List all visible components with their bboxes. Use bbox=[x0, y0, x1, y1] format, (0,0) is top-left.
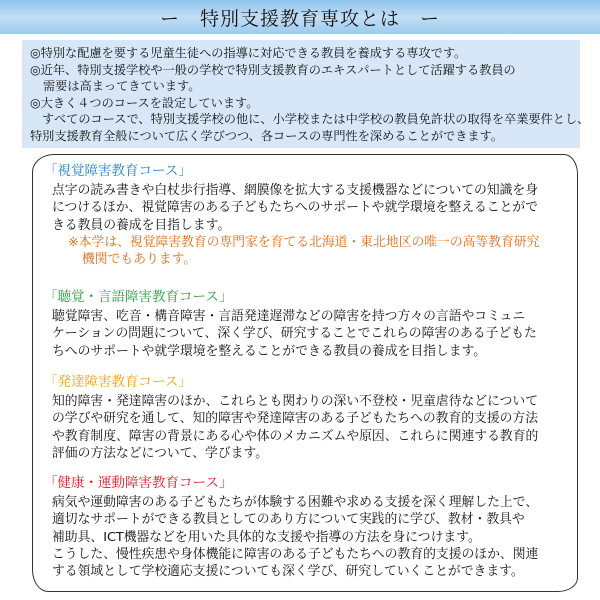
course-heading: 「健康・運動障害教育コース」 bbox=[44, 475, 233, 491]
course-heading: 「発達障害教育コース」 bbox=[44, 374, 192, 390]
intro-line: ◎特別な配慮を要する児童生徒への指導に対応できる教員を養成する専攻です。 bbox=[30, 46, 467, 60]
title-bar bbox=[0, 0, 600, 34]
course-text: 補助具、ICT機器などを用いた具体的な支援や指導の方法を身につけます。 bbox=[52, 529, 481, 545]
course-visual bbox=[44, 163, 539, 268]
course-heading: 「視覚障害教育コース」 bbox=[44, 163, 192, 179]
course-text: ケーションの問題について、深く学び、研究することでこれらの障害のある子どもた bbox=[52, 326, 537, 342]
intro-line: ◎近年、特別支援学校や一般の学校で特別支援教育のエキスパートとして活躍する教員の bbox=[30, 62, 516, 77]
course-text: ちへのサポートや就学環境を整えることができる教員の養成を目指します。 bbox=[52, 343, 487, 359]
course-note: 機関でもあります。 bbox=[82, 252, 197, 268]
page-title: ー 特別支援教育専攻とは ー bbox=[159, 7, 440, 30]
course-hearing bbox=[44, 289, 537, 360]
course-text: きる教員の養成を目指します。 bbox=[52, 217, 231, 233]
course-text: 知的障害・発達障害のほか、これらとも関わりの深い不登校・児童虐待などについて bbox=[52, 394, 539, 410]
course-text: につけるほか、視覚障害のある子どもたちへのサポートや就学環境を整えることがで bbox=[52, 200, 539, 216]
course-text: 適切なサポートができる教員としてのあり方について実践的に学び、教材・教具や bbox=[52, 512, 525, 528]
course-text: 点字の読み書きや白杖歩行指導、網膜像を拡大する支援機器などについての知識を身 bbox=[52, 183, 539, 199]
course-text: する領域として学校適応支援についても深く学び、研究していくことができます。 bbox=[52, 564, 524, 580]
intro-line: ◎大きく４つのコースを設定しています。 bbox=[30, 95, 259, 110]
intro-line: すべてのコースで、特別支援学校の他に、小学校または中学校の教員免許状の取得を卒業要件とし、 bbox=[42, 112, 590, 127]
course-text: 聴覚障害、吃音・構音障害・言語発達遅滞などの障害を持つ方々の言語やコミュニ bbox=[52, 309, 526, 325]
intro-line: 特別支援教育全般について広く学びつつ、各コースの専門性を深めることができます。 bbox=[30, 128, 503, 143]
course-text: や教育制度、障害の背景にある心や体のメカニズムや原因、これらに関連する教育的 bbox=[52, 428, 539, 444]
course-text: の学びや研究を通して、知的障害や発達障害のある子どもたちへの教育的支援の方法 bbox=[52, 411, 539, 427]
course-note: ※本学は、視覚障害教育の専門家を育てる北海道・東北地区の唯一の高等教育研究 bbox=[68, 234, 540, 250]
course-text: こうした、慢性疾患や身体機能に障害のある子どもたちへの教育的支援のほか、関連 bbox=[52, 546, 539, 562]
course-text: 評価の方法などについて、学びます。 bbox=[52, 445, 269, 461]
intro-line: 需要は高まってきています。 bbox=[43, 79, 201, 94]
course-heading: 「聴覚・言語障害教育コース」 bbox=[44, 289, 233, 305]
course-developmental bbox=[44, 374, 538, 462]
intro-box bbox=[22, 40, 590, 148]
course-health bbox=[44, 475, 538, 580]
course-text: 病気や運動障害のある子どもたちが体験する困難や求める支援を深く理解した上で、 bbox=[52, 495, 539, 511]
